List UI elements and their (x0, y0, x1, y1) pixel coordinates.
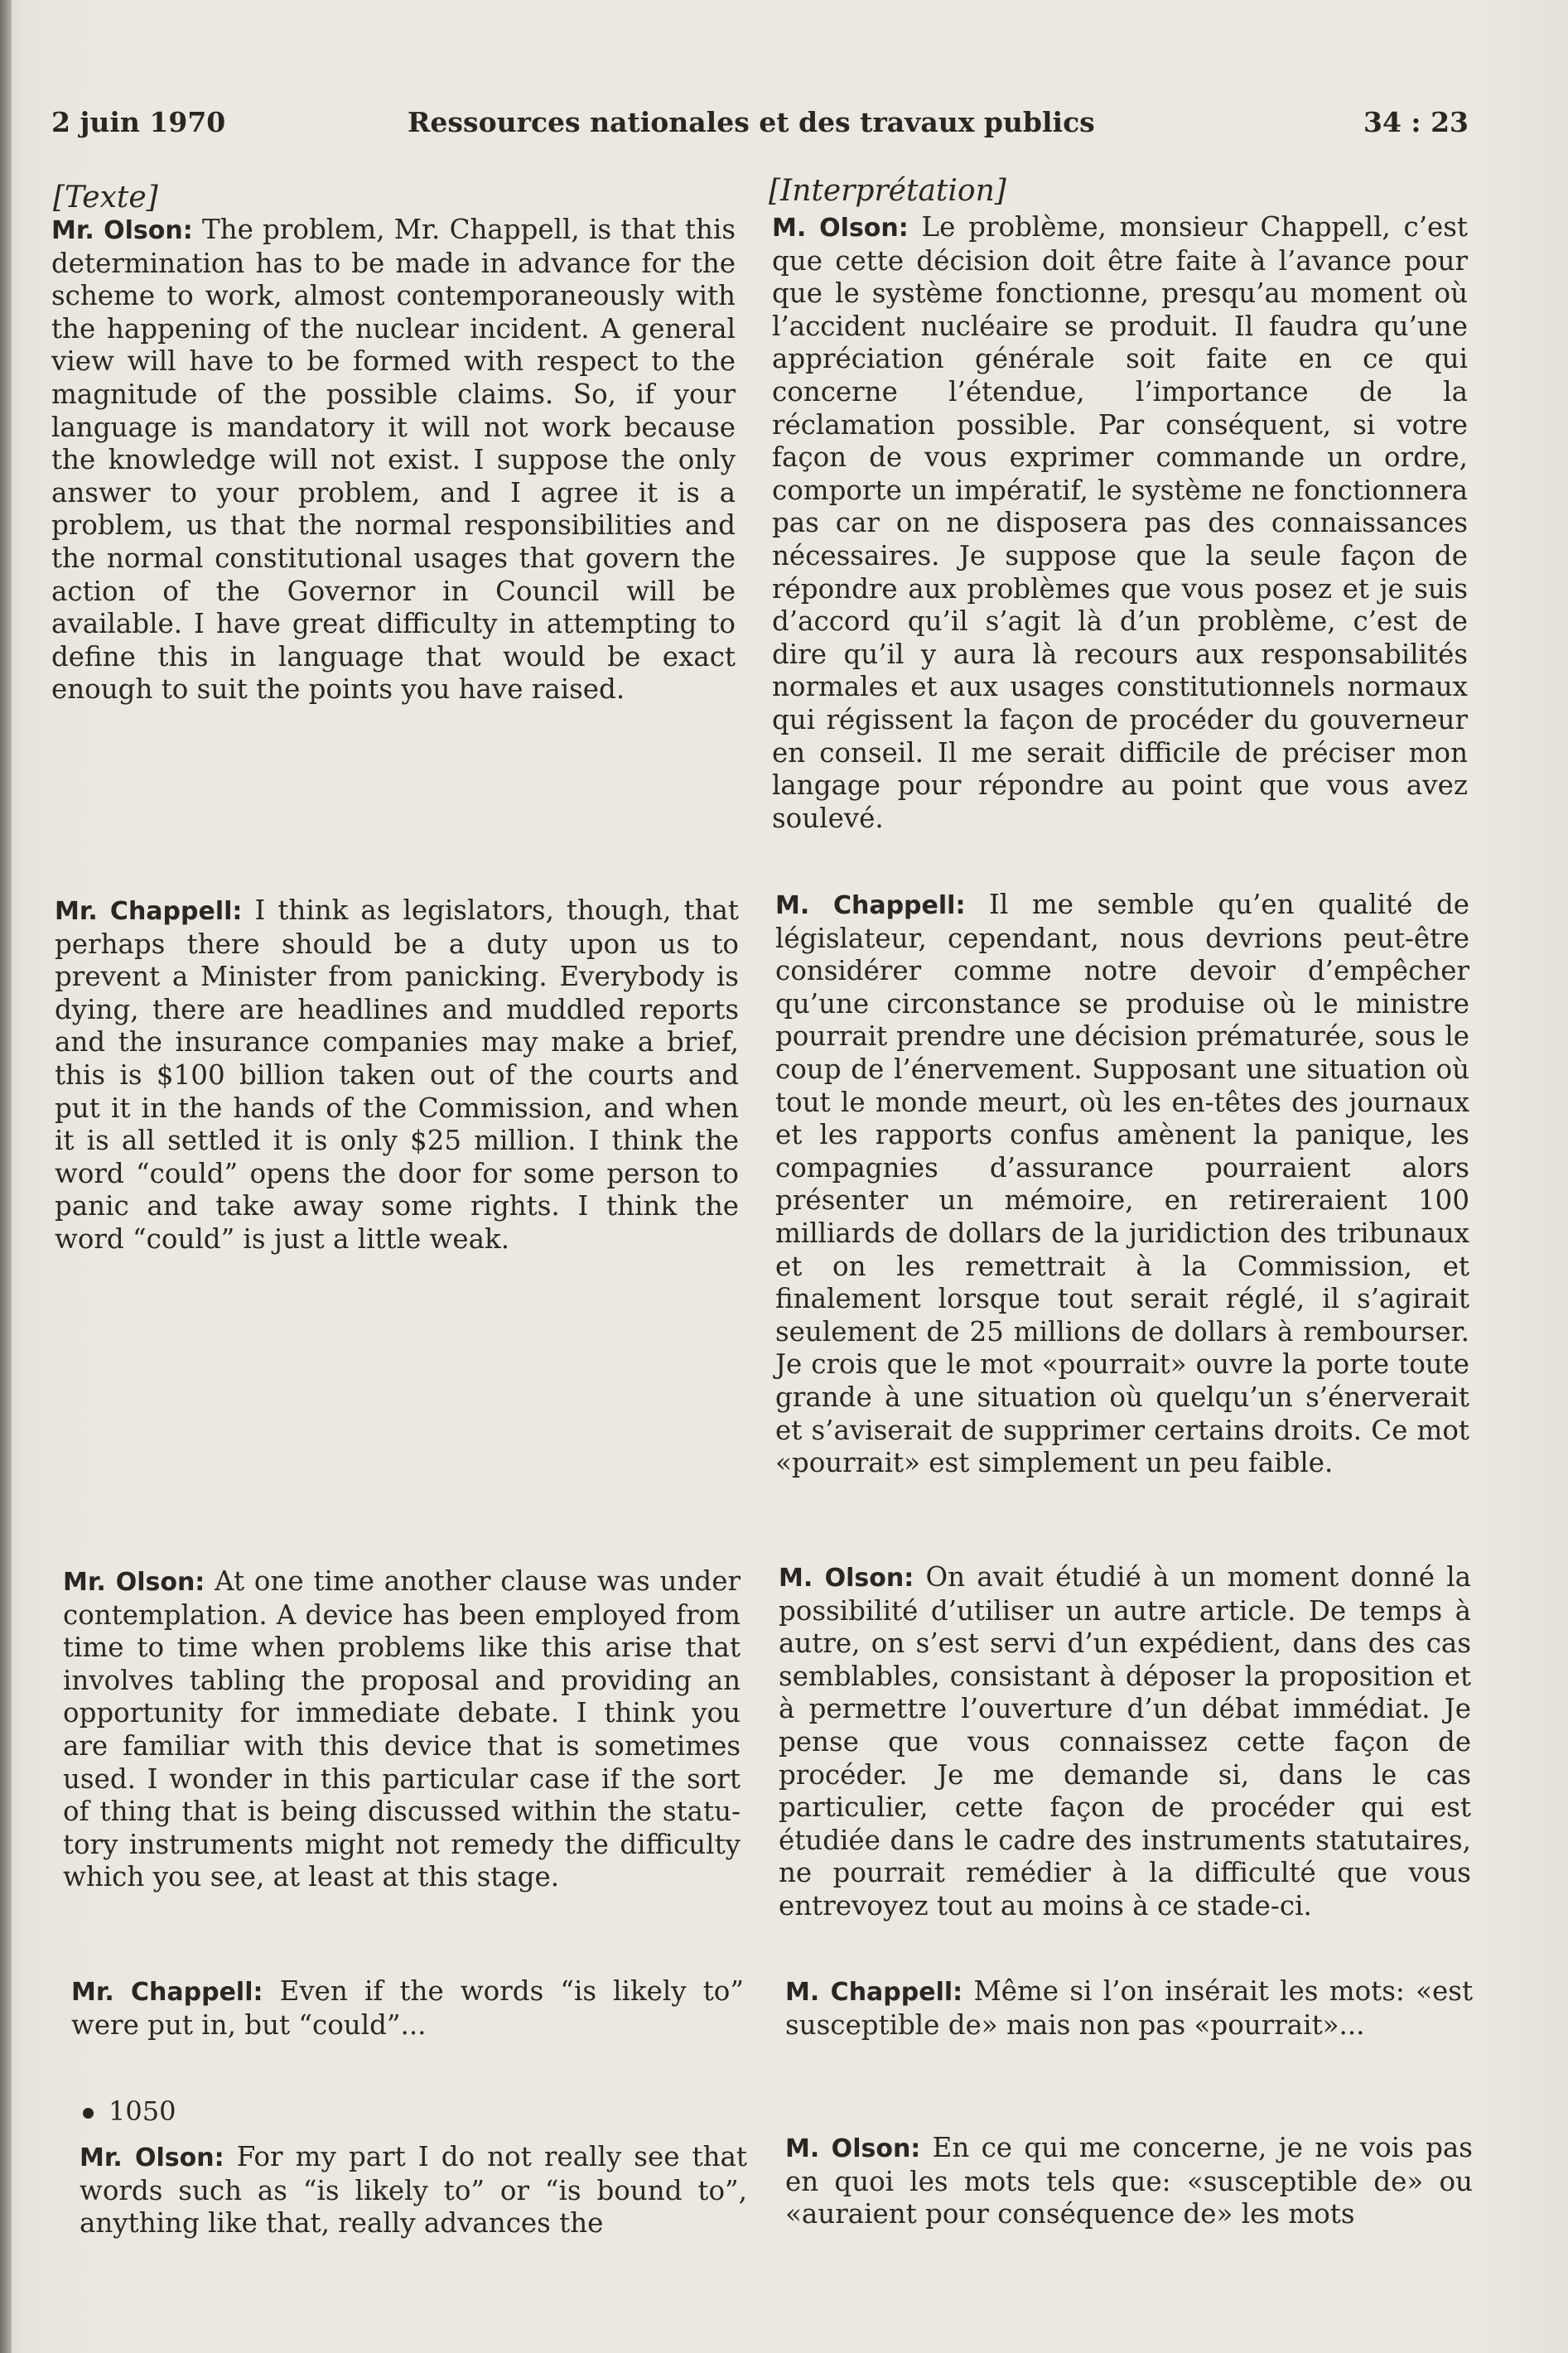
speaker-name: Mr. Chappell: (71, 1978, 263, 2007)
paragraph-text: I think as legislators, though, that perhaps there should be a duty upon us to prevent a Minister from panicking. Everybody is dying, there are headlines and muddled reports and the insurance companies may make a brief, this is $100 billion taken out of the courts and put it in the hands of the Commission, and when it is all settled it is only $25 million. I think the word “could” opens the door for some person to panic and take away some rights. I think the word “could” is just a little weak. (55, 894, 739, 1255)
speaker-name: M. Olson: (779, 1564, 914, 1593)
speaker-name: M. Chappell: (775, 891, 966, 920)
paragraph-text: Le problème, monsieur Chappell, c’est que cette décision doit être faite à l’avance pour que le système fonctionne, presqu’au moment où l’accident nucléaire se produit. Il faudra qu’une appréciation générale soit faite en ce qui concerne l’étendue, l’importance de la réclamation possible. Par conséquent, si votre façon de vous exprimer commande un ordre, comporte un impératif, le système ne fonctionnera pas car on ne disposera pas des connaissances nécessaires. Je suppose que la seule façon de répondre aux problèmes que vous posez et je suis d’accord qu’il s’agit là d’un problème, c’est de dire qu’il y aura là recours aux responsabilités normales et aux usages constitutionnels normaux qui régissent la façon de procéder du gouverneur en conseil. Il me serait difficile de préciser mon langage pour répondre au point que vous avez soulevé. (772, 211, 1468, 834)
paragraph-en-4 (71, 1975, 744, 2042)
paragraph-text: Même si l’on insérait les mots: «est susceptible de» mais non pas «pourrait»... (785, 1975, 1474, 2041)
text-tag: [Texte] (53, 181, 158, 215)
speaker-name: Mr. Chappell: (55, 897, 243, 926)
paragraph-en-3 (63, 1565, 741, 1894)
paragraph-text: On avait étudié à un moment donné la possibilité d’utiliser un autre article. De temps à autre, on s’est servi d’un expédient, dans des cas semblables, consistant à déposer la proposition et à permettre l’ouverture d’un débat immédiat. Je pense que vous connaissez cette façon de procéder. Je me demande si, dans le cas particulier, cette façon de procéder qui est étudiée dans le cadre des instruments statutaires, ne pourrait remédier à la difficulté que vous entrevoyez tout au moins à ce stade-ci. (779, 1561, 1471, 1921)
speaker-name: M. Olson: (772, 214, 909, 243)
paragraph-text: Even if the words “is likely to” were put in, but “could”... (71, 1975, 744, 2041)
paragraph-fr-5 (785, 2132, 1473, 2231)
paragraph-fr-3 (779, 1561, 1471, 1923)
paragraph-en-2 (55, 894, 739, 1256)
speaker-name: Mr. Olson: (63, 1568, 205, 1597)
paragraph-text: The problem, Mr. Chappell, is that this determination has to be made in advance for the scheme to work, almost contemporaneously with the happening of the nuclear incident. A general view will have to be formed with respect to the magnitude of the possible claims. So, if your language is mandatory it will not work because the knowledge will not exist. I suppose the only answer to your problem, and I agree it is a problem, us that the normal responsibilities and the normal constitutional usages that govern the action of the Governor in Council will be available. I have great difficulty in attempting to define this in language that would be exact enough to suit the points you have raised. (51, 214, 736, 706)
interpretation-tag: [Interprétation] (769, 174, 1006, 208)
paragraph-text: At one time another clause was under contemplation. A device has been employed from time to time when problems like this arise that involves tabling the proposal and providing an opportunity for immediate debate. I think you are familiar with this device that is sometimes used. I wonder in this particular case if the sort of thing that is being discussed within the statutory instruments might not remedy the difficulty which you see, at least at this stage. (63, 1565, 741, 1893)
page-number: 34 : 23 (1363, 106, 1469, 138)
bullet-icon (83, 2108, 94, 2119)
speaker-name: Mr. Olson: (80, 2143, 224, 2172)
paragraph-fr-2 (775, 889, 1469, 1480)
paragraph-en-1 (51, 214, 736, 706)
paragraph-fr-1 (772, 211, 1468, 835)
header-date: 2 juin 1970 (51, 106, 226, 138)
speaker-name: M. Olson: (785, 2134, 921, 2163)
header-title: Ressources nationales et des travaux publics (408, 106, 1095, 138)
time-marker-value: 1050 (109, 2095, 176, 2127)
paragraph-en-5 (80, 2141, 747, 2240)
time-marker (83, 2095, 176, 2127)
paragraph-fr-4 (785, 1975, 1473, 2042)
speaker-name: Mr. Olson: (51, 216, 193, 245)
speaker-name: M. Chappell: (785, 1978, 963, 2007)
paragraph-text: En ce qui me concerne, je ne vois pas en quoi les mots tels que: «susceptible de» ou «auraient pour conséquence de» les mots (785, 2132, 1473, 2230)
paragraph-text: Il me semble qu’en qualité de législateur, cependant, nous devrions peut-être considérer comme notre devoir d’empêcher qu’une circonstance se produise où le ministre pourrait prendre une décision prématurée, sous le coup de l’énervement. Supposant une situation où tout le monde meurt, où les en-têtes des journaux et les rapports confus amènent la panique, les compagnies d’assurance pourraient alors présenter un mémoire, en retireraient 100 milliards de dollars de la juridiction des tribunaux et on les remettrait à la Commission, et finalement lorsque tout serait réglé, il s’agirait seulement de 25 millions de dollars à rembourser. Je crois que le mot «pourrait» ouvre la porte toute grande à une situation où quelqu’un s’énerverait et s’aviserait de supprimer certains droits. Ce mot «pourrait» est simplement un peu faible. (775, 889, 1469, 1479)
paragraph-text: For my part I do not really see that words such as “is likely to” or “is bound to”, anything like that, really advances the (80, 2141, 747, 2240)
book-spine-shadow (0, 0, 12, 2353)
running-header (0, 106, 1568, 156)
